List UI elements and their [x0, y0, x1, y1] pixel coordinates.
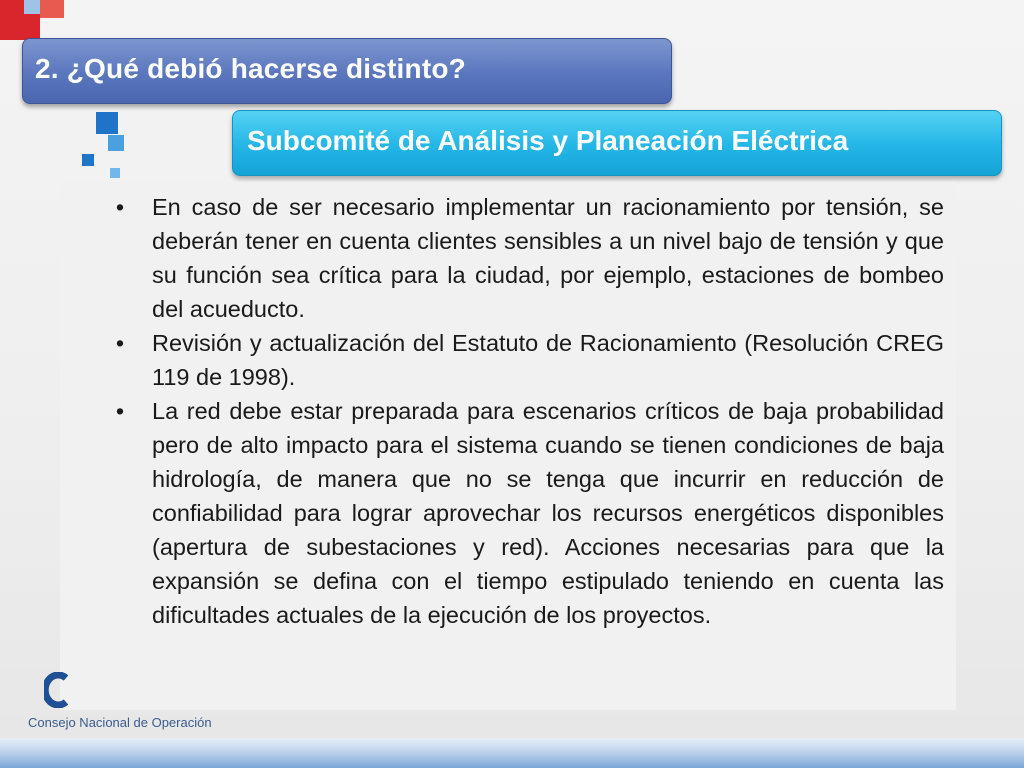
decorative-light-blue-square	[24, 0, 40, 14]
decorative-red-square-small	[40, 0, 64, 18]
bullet-marker: •	[115, 398, 125, 424]
bullet-text: La red debe estar preparada para escenarios críticos de baja probabilidad pero de alto impacto para el sistema cuando se tienen condiciones de baja hidrología, de manera que no se tenga que incurrir en reducción de confiabilidad para lograr aprovechar los recursos energéticos disponibles (apertura de subestaciones y red). Acciones necesarias para que la expansión se defina con el tiempo estipulado teniendo en cuenta las dificultades actuales de la ejecución de los proyectos.	[152, 398, 944, 628]
decorative-blue-square	[110, 168, 120, 178]
footer-band	[0, 738, 1024, 768]
decorative-blue-square	[108, 135, 124, 151]
decorative-blue-square	[96, 112, 118, 134]
footer-organization-name: Consejo Nacional de Operación	[28, 715, 212, 730]
bullet-text: En caso de ser necesario implementar un racionamiento por tensión, se deberán tener en cuenta clientes sensibles a un nivel bajo de tensión y que su función sea crítica para la ciudad, por ejemplo, estaciones de bombeo del acueducto.	[152, 194, 944, 322]
bullet-marker: •	[115, 330, 125, 356]
slide-subtitle: Subcomité de Análisis y Planeación Eléctrica	[232, 110, 1002, 176]
decorative-blue-square	[82, 154, 94, 166]
bullet-item	[110, 394, 944, 632]
bullet-marker: •	[115, 194, 125, 220]
organization-logo-icon	[44, 672, 70, 708]
bullet-item	[110, 190, 944, 326]
bullet-list	[110, 190, 944, 632]
slide-title: 2. ¿Qué debió hacerse distinto?	[22, 38, 672, 104]
bullet-text: Revisión y actualización del Estatuto de Racionamiento (Resolución CREG 119 de 1998).	[152, 330, 944, 390]
bullet-item	[110, 326, 944, 394]
